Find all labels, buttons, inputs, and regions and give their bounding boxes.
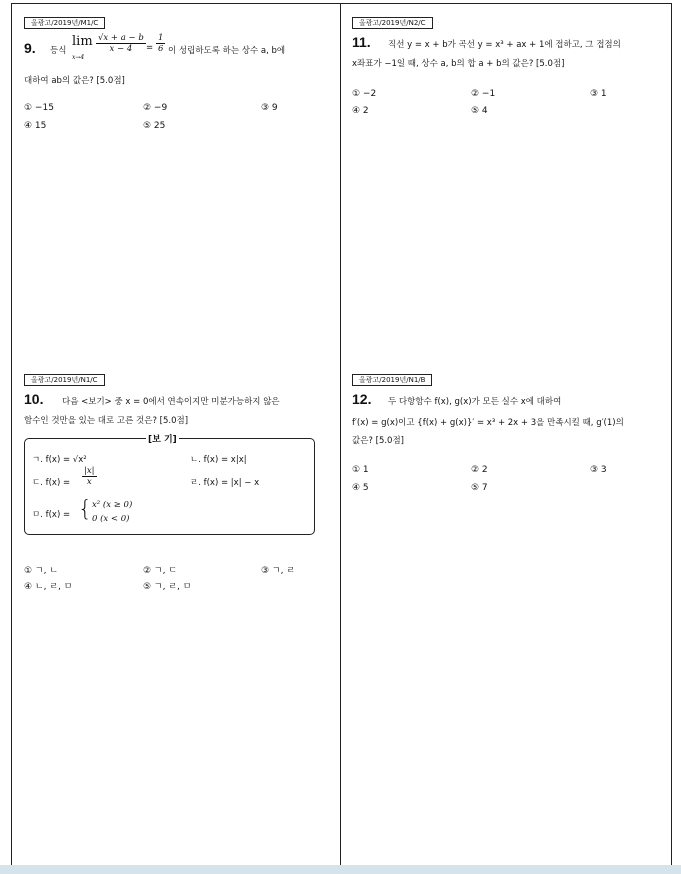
q12-choice-4[interactable]: ④ 5	[352, 483, 369, 493]
q9-frac1-top: √x + a − b	[98, 33, 144, 43]
q9-choice-1[interactable]: ① −15	[24, 103, 54, 113]
q10-choice-4[interactable]: ④ ㄴ, ㄹ, ㅁ	[24, 582, 73, 592]
q10-source-tag: 올광고/2019년/N1/C	[24, 374, 105, 386]
q9-choice-2[interactable]: ② −9	[143, 103, 168, 113]
bogi-item-m-brace: {	[78, 497, 92, 522]
q12-line1: 두 다항함수 f(x), g(x)가 모든 실수 x에 대하여	[388, 397, 562, 407]
q12-source-tag: 올광고/2019년/N1/B	[352, 374, 432, 386]
q12-number: 12.	[352, 391, 372, 407]
q9-fraction2	[156, 33, 165, 54]
q9-lim-word: lim	[72, 34, 93, 49]
q12-choice-3[interactable]: ③ 3	[590, 465, 607, 475]
column-divider	[340, 3, 341, 865]
q10-choice-5[interactable]: ⑤ ㄱ, ㄹ, ㅁ	[143, 582, 192, 592]
q11-source-tag: 올광고/2019년/N2/C	[352, 17, 433, 29]
bogi-item-m-pre: ㅁ. f(x) =	[32, 510, 71, 520]
q10-line2: 함수인 것만을 있는 대로 고른 것은? [5.0점]	[24, 416, 189, 426]
q11-choice-3[interactable]: ③ 1	[590, 89, 607, 99]
bottom-strip	[0, 865, 681, 874]
q12-choice-1[interactable]: ① 1	[352, 465, 369, 475]
q11-line1: 직선 y = x + b가 곡선 y = x³ + ax + 1에 접하고, 그 접점의	[388, 40, 621, 50]
bogi-item-m-case1: x² (x ≥ 0)	[92, 500, 133, 510]
q11-choice-2[interactable]: ② −1	[471, 89, 496, 99]
exam-sheet	[11, 3, 672, 865]
bogi-item-r: ㄹ. f(x) = |x| − x	[190, 478, 260, 488]
q10-choice-3[interactable]: ③ ㄱ, ㄹ	[261, 566, 296, 576]
q9-lim	[72, 34, 93, 49]
q9-choice-3[interactable]: ③ 9	[261, 103, 278, 113]
q9-number: 9.	[24, 40, 36, 56]
q9-lim-sub: x→4	[72, 54, 85, 61]
q10-number: 10.	[24, 391, 44, 407]
q9-frac2-top: 1	[158, 33, 164, 43]
bogi-item-n: ㄴ. f(x) = x|x|	[190, 455, 247, 465]
q9-choice-4[interactable]: ④ 15	[24, 121, 47, 131]
q12-choice-5[interactable]: ⑤ 7	[471, 483, 488, 493]
q11-line2: x좌표가 −1일 때, 상수 a, b의 합 a + b의 값은? [5.0점]	[352, 59, 565, 69]
q11-choice-5[interactable]: ⑤ 4	[471, 106, 488, 116]
q9-choice-5[interactable]: ⑤ 25	[143, 121, 166, 131]
q12-choice-2[interactable]: ② 2	[471, 465, 488, 475]
q10-choice-2[interactable]: ② ㄱ, ㄷ	[143, 566, 178, 576]
q9-line1-pre: 등식	[50, 46, 67, 56]
bogi-item-d-top: |x|	[84, 466, 95, 476]
q9-frac1-bot: x − 4	[109, 44, 133, 54]
q11-choice-1[interactable]: ① −2	[352, 89, 377, 99]
bogi-item-g: ㄱ. f(x) = √x²	[32, 455, 87, 465]
q9-line1-post: 이 성립하도록 하는 상수 a, b에	[168, 46, 286, 56]
q9-equals: =	[146, 43, 154, 53]
bogi-item-d-bot: x	[86, 477, 92, 487]
q10-line1: 다음 <보기> 중 x = 0에서 연속이지만 미분가능하지 않은	[62, 397, 280, 407]
bogi-item-m-case2: 0 (x < 0)	[92, 514, 130, 524]
q10-choice-1[interactable]: ① ㄱ, ㄴ	[24, 566, 59, 576]
q12-line3: 값은? [5.0점]	[352, 436, 404, 446]
q11-number: 11.	[352, 34, 371, 50]
q11-choice-4[interactable]: ④ 2	[352, 106, 369, 116]
q9-fraction1	[96, 33, 146, 54]
bogi-item-d-frac	[82, 466, 97, 487]
q9-source-tag: 올광고/2019년/M1/C	[24, 17, 105, 29]
q9-line2: 대하여 ab의 값은? [5.0점]	[24, 76, 125, 86]
q12-line2: f′(x) = g(x)이고 {f(x) + g(x)}′ = x³ + 2x + 3을 만족시킬 때, g′(1)의	[352, 418, 624, 428]
q9-frac2-bot: 6	[158, 44, 164, 54]
bogi-item-d-pre: ㄷ. f(x) =	[32, 478, 71, 488]
bogi-title: [보 기]	[146, 432, 179, 445]
